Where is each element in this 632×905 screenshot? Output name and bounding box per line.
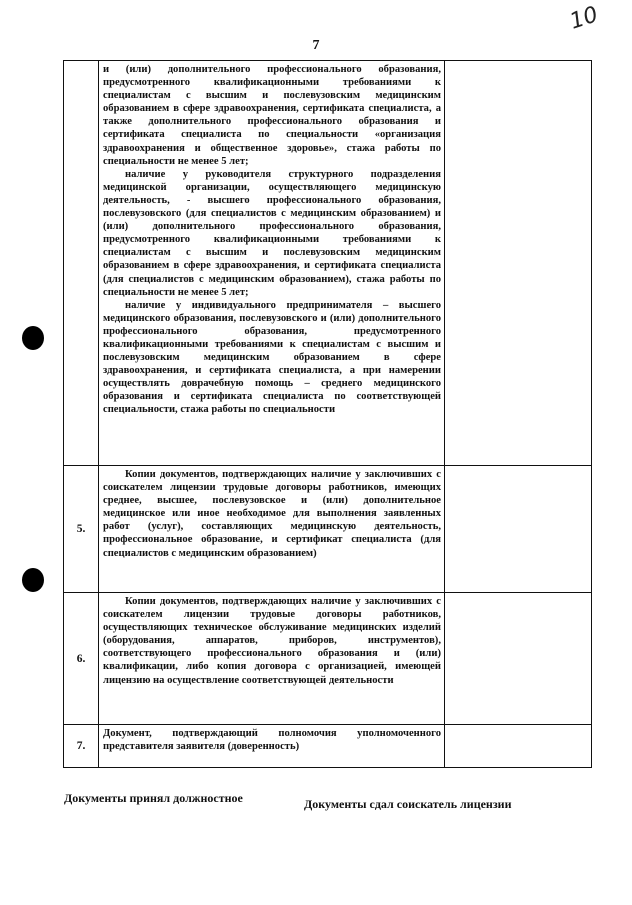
paragraph: наличие у руководителя структурного подразделения медицинской организации, осуществляющего медицинскую деятельность, - высшего профессионального образования, послевузовского (для специалистов с медицинским образованием) и (или) дополнительного профессионального образования, предусмотренного квалификационными требованиями к специалистам с высшим и послевузовским медицинским образованием в сфере здравоохранения, и сертификата специалиста (для специалистов с медицинским образованием), стажа работы по специальности не менее 5 лет; [103,168,441,298]
handwritten-page-mark: 10 [566,2,602,35]
row-number-cell: 5. [64,466,99,593]
row-text-cell [99,593,445,725]
paragraph: Копии документов, подтверждающих наличие у заключивших с соискателем лицензии трудовые договоры работников, осуществляющих техническое обслуживание медицинских изделий (оборудования, аппаратов, приборов, инструментов), соответствующего профессионального образования и (или) квалификации, либо копия договора с организацией, имеющей лицензию на осуществление соответствующей деятельности [103,596,441,686]
empty-cell [445,593,592,725]
table-row [64,466,592,593]
table-row [64,725,592,768]
paragraph: Копии документов, подтверждающих наличие у заключивших с соискателем лицензии трудовые договоры работников, имеющих среднее, высшее, послевузовское и (или) дополнительное медицинское или иное необходимое для выполнения заявленных работ (услуг), составляющих медицинскую деятельность, профессиональное образование, и сертификат специалиста (для специалистов с медицинским образованием) [103,469,441,559]
row-text-cell [99,61,445,466]
documents-table [63,60,592,768]
row-number-cell [64,61,99,466]
row-text-cell [99,466,445,593]
empty-cell [445,61,592,466]
punch-hole-bottom [22,568,44,592]
paragraph: и (или) дополнительного профессионального образования, предусмотренного квалификационными требованиями к специалистам с высшим и послевузовским медицинским образованием в сфере здравоохранения, сертификата специалиста, а также дополнительного профессионального образования и сертификата специалиста по специальности «организация здравоохранения и общественное здоровье», стажа работы по специальности не менее 5 лет; [103,64,441,167]
paragraph: Документ, подтверждающий полномочия уполномоченного представителя заявителя (доверенность) [103,728,441,753]
table-row [64,593,592,725]
empty-cell [445,725,592,768]
footer-submitted-label: Документы сдал соискатель лицензии [304,797,512,811]
paragraph: наличие у индивидуального предпринимателя – высшего медицинского образования, послевузовского и (или) дополнительного профессионального образования, предусмотренного квалификационными требованиями к специалистам с высшим и послевузовским медицинским образованием в сфере здравоохранения, и сертификата специалиста, а при намерении осуществлять доврачебную помощь – среднего медицинского образования и сертификата специалиста по соответствующей специальности, стажа работы по специальности [103,299,441,416]
empty-cell [445,466,592,593]
row-text-cell [99,725,445,768]
footer-received-label: Документы принял должностное [64,791,243,805]
row-number-cell: 7. [64,725,99,768]
page-number: 7 [312,38,320,53]
table-row [64,61,592,466]
punch-hole-top [22,326,44,350]
row-number-cell: 6. [64,593,99,725]
